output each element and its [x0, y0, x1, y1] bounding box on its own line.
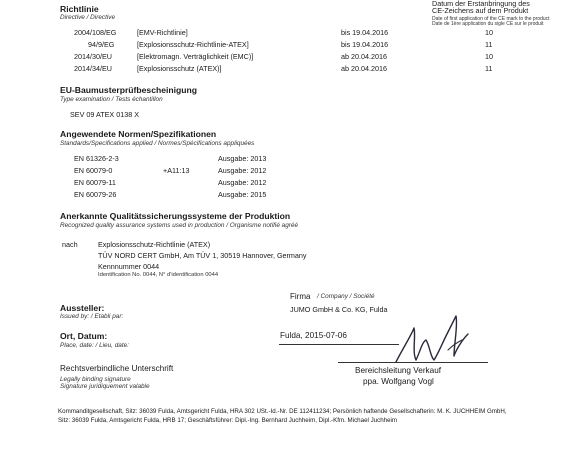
directive-name: [EMV-Richtlinie] — [137, 28, 188, 37]
issuer-subheading: Issued by: / Etabli par: — [60, 313, 124, 320]
standard-edition: Ausgabe: 2015 — [218, 190, 267, 199]
directive-code: 94/9/EG — [88, 40, 115, 49]
standard-edition: Ausgabe: 2012 — [218, 178, 267, 187]
directive-date: ab 20.04.2016 — [341, 64, 387, 73]
directive-name: [Explosionsschutz (ATEX)] — [137, 64, 222, 73]
directive-name: [Explosionsschutz-Richtlinie-ATEX] — [137, 40, 249, 49]
standard-edition: Ausgabe: 2013 — [218, 154, 267, 163]
standard-number: EN 60079-11 — [74, 178, 116, 187]
quality-heading: Anerkannte Qualitätssicherungssysteme der Produktion — [60, 211, 291, 221]
place-date-underline — [279, 344, 399, 345]
handwritten-signature — [392, 300, 482, 380]
directive-code: 2004/108/EG — [74, 28, 117, 37]
signature-heading: Rechtsverbindliche Unterschrift — [60, 364, 174, 373]
type-examination-subheading: Type examination / Tests échantillon — [60, 96, 163, 103]
directive-code: 2014/30/EU — [74, 52, 112, 61]
directive-subheading: Directive / Directive — [60, 14, 116, 21]
place-date-heading: Ort, Datum: — [60, 331, 108, 341]
signatory-role: Bereichsleitung Verkauf — [355, 366, 442, 375]
ce-date-subheading-1: Date of first application of the CE mark to the product — [432, 16, 550, 22]
firm-name: JUMO GmbH & Co. KG, Fulda — [290, 305, 388, 314]
standards-subheading: Standards/Specifications applied / Normes/Spécifications appliquées — [60, 140, 255, 147]
directive-heading: Richtlinie — [60, 4, 99, 14]
signature-subheading-1: Legally binding signature — [60, 376, 131, 383]
quality-id-number: Kennnummer 0044 — [98, 262, 160, 271]
firm-sublabel: / Company / Société — [317, 293, 375, 300]
directive-date: ab 20.04.2016 — [341, 52, 387, 61]
quality-subheading: Recognized quality assurance systems used in production / Organisme notifié agréé — [60, 222, 299, 229]
directive-code: 2014/34/EU — [74, 64, 112, 73]
directive-name: [Elektromagn. Verträglichkeit (EMC)] — [137, 52, 254, 61]
standard-edition: Ausgabe: 2012 — [218, 166, 267, 175]
directive-year: 11 — [485, 40, 493, 49]
directive-date: bis 19.04.2016 — [341, 28, 389, 37]
footer-legal-line-1: Kommanditgesellschaft, Sitz: 36039 Fulda, Amtsgericht Fulda, HRA 302 USt.-Id.-Nr. DE 112411234; Persönlich haftende Gesellschafterin: M. K. JUCHHEIM GmbH, — [58, 408, 507, 415]
directive-year: 10 — [485, 52, 493, 61]
quality-prefix: nach — [62, 240, 78, 249]
standard-amendment: +A11:13 — [163, 166, 190, 175]
signature-subheading-2: Signature juridiquement valable — [60, 383, 150, 390]
ce-date-subheading-2: Date de 1ère application du sigle CE sur le produit — [432, 21, 544, 27]
directive-year: 11 — [485, 64, 493, 73]
place-date-value: Fulda, 2015-07-06 — [280, 331, 347, 340]
ce-date-heading-1: Datum der Erstanbringung des — [432, 0, 530, 8]
footer-legal-line-2: Sitz: 36039 Fulda, Amtsgericht Fulda, HRB 17; Geschäftsführer: Dipl.-Ing. Bernhard Juchheim, Dipl.-Kfm. Michael Juchheim — [58, 417, 398, 424]
place-date-subheading: Place, date: / Lieu, date: — [60, 342, 129, 349]
standards-heading: Angewendete Normen/Spezifikationen — [60, 129, 217, 139]
standard-number: EN 61326-2-3 — [74, 154, 119, 163]
standard-number: EN 60079-26 — [74, 190, 117, 199]
ce-date-heading-2: CE-Zeichens auf dem Produkt — [432, 6, 529, 15]
issuer-heading: Aussteller: — [60, 303, 105, 313]
type-examination-number: SEV 09 ATEX 0138 X — [70, 110, 139, 119]
signatory-name: ppa. Wolfgang Vogl — [363, 377, 434, 386]
standard-number: EN 60079-0 — [74, 166, 113, 175]
directive-year: 10 — [485, 28, 493, 37]
directive-date: bis 19.04.2016 — [341, 40, 389, 49]
quality-directive: Explosionsschutz-Richtlinie (ATEX) — [98, 240, 211, 249]
quality-notified-body: TÜV NORD CERT GmbH, Am TÜV 1, 30519 Hannover, Germany — [98, 251, 307, 260]
quality-id-translation: Identification No. 0044, N° d'identification 0044 — [98, 272, 219, 278]
type-examination-heading: EU-Baumusterprüfbescheinigung — [60, 85, 198, 95]
firm-label: Firma — [290, 292, 311, 301]
